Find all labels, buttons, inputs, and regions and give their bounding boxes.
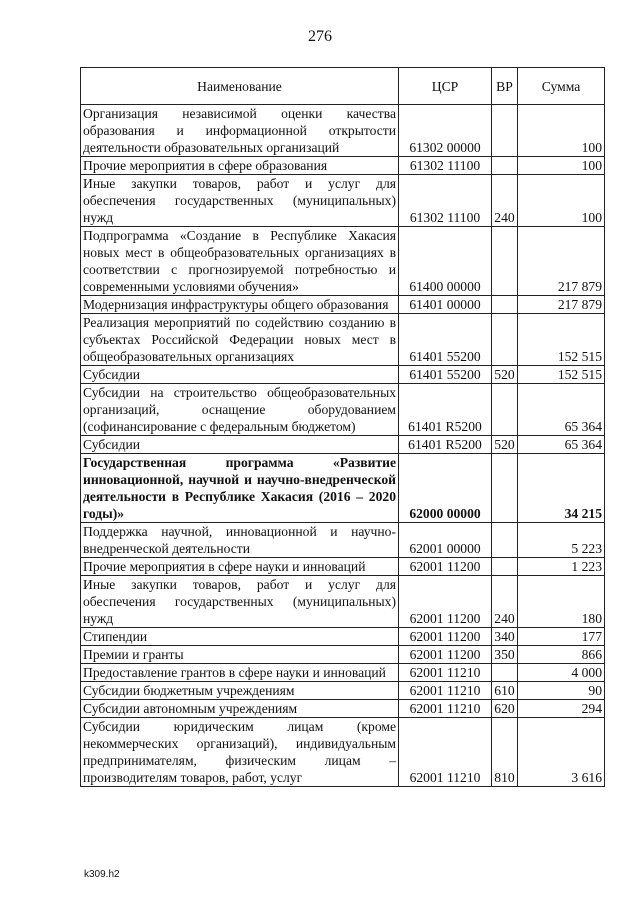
footer-document-code: k309.h2 bbox=[84, 869, 120, 880]
row-sum: 217 879 bbox=[518, 296, 605, 314]
row-sum: 5 223 bbox=[518, 523, 605, 558]
row-name: Субсидии юридическим лицам (кроме некоммерческих организаций), индивидуальным предпринимателям, физическим лицам – производителям товаров, работ, услуг bbox=[81, 718, 399, 787]
row-name: Иные закупки товаров, работ и услуг для обеспечения государственных (муниципальных) нужд bbox=[81, 576, 399, 628]
row-csr: 62001 11200 bbox=[399, 646, 492, 664]
row-csr: 62001 11200 bbox=[399, 558, 492, 576]
row-vr: 520 bbox=[492, 366, 518, 384]
row-vr: 350 bbox=[492, 646, 518, 664]
table-row bbox=[81, 454, 605, 523]
row-vr bbox=[492, 314, 518, 366]
row-vr: 240 bbox=[492, 175, 518, 227]
row-csr: 61302 11100 bbox=[399, 175, 492, 227]
row-vr: 810 bbox=[492, 718, 518, 787]
row-sum: 180 bbox=[518, 576, 605, 628]
table-header-row bbox=[81, 68, 605, 105]
row-vr bbox=[492, 157, 518, 175]
header-sum: Сумма bbox=[518, 68, 605, 105]
row-csr: 61302 11100 bbox=[399, 157, 492, 175]
row-csr: 61400 00000 bbox=[399, 227, 492, 296]
row-name: Государственная программа «Развитие инновационной, научной и научно-внедренческой деятельности в Республике Хакасия (2016 – 2020 годы)» bbox=[81, 454, 399, 523]
row-csr: 61401 55200 bbox=[399, 366, 492, 384]
row-csr: 61401 00000 bbox=[399, 296, 492, 314]
table-row bbox=[81, 175, 605, 227]
row-vr bbox=[492, 558, 518, 576]
row-vr bbox=[492, 296, 518, 314]
row-name: Субсидии bbox=[81, 366, 399, 384]
row-vr bbox=[492, 105, 518, 157]
table-row bbox=[81, 646, 605, 664]
row-sum: 65 364 bbox=[518, 384, 605, 436]
row-vr: 620 bbox=[492, 700, 518, 718]
row-csr: 62001 11200 bbox=[399, 628, 492, 646]
row-name: Организация независимой оценки качества образования и информационной открытости деятельности образовательных организаций bbox=[81, 105, 399, 157]
row-csr: 62001 11200 bbox=[399, 576, 492, 628]
row-sum: 1 223 bbox=[518, 558, 605, 576]
table-row bbox=[81, 700, 605, 718]
row-vr bbox=[492, 454, 518, 523]
row-sum: 100 bbox=[518, 105, 605, 157]
row-name: Субсидии bbox=[81, 436, 399, 454]
row-name: Предоставление грантов в сфере науки и инноваций bbox=[81, 664, 399, 682]
header-csr: ЦСР bbox=[399, 68, 492, 105]
row-csr: 61401 R5200 bbox=[399, 384, 492, 436]
row-name: Субсидии бюджетным учреждениям bbox=[81, 682, 399, 700]
row-sum: 90 bbox=[518, 682, 605, 700]
row-csr: 62001 11210 bbox=[399, 700, 492, 718]
table-row bbox=[81, 157, 605, 175]
table-row bbox=[81, 366, 605, 384]
row-csr: 62001 11210 bbox=[399, 682, 492, 700]
row-vr: 340 bbox=[492, 628, 518, 646]
header-name: Наименование bbox=[81, 68, 399, 105]
row-sum: 34 215 bbox=[518, 454, 605, 523]
row-name: Иные закупки товаров, работ и услуг для обеспечения государственных (муниципальных) нужд bbox=[81, 175, 399, 227]
row-name: Подпрограмма «Создание в Республике Хакасия новых мест в общеобразовательных организациях в соответствии с прогнозируемой потребностью и современными условиями обучения» bbox=[81, 227, 399, 296]
row-sum: 866 bbox=[518, 646, 605, 664]
row-csr: 61401 55200 bbox=[399, 314, 492, 366]
table-row bbox=[81, 227, 605, 296]
row-vr bbox=[492, 227, 518, 296]
table-row bbox=[81, 664, 605, 682]
table-row bbox=[81, 384, 605, 436]
row-csr: 62000 00000 bbox=[399, 454, 492, 523]
row-csr: 62001 11210 bbox=[399, 718, 492, 787]
row-name: Модернизация инфраструктуры общего образования bbox=[81, 296, 399, 314]
table-row bbox=[81, 105, 605, 157]
row-sum: 3 616 bbox=[518, 718, 605, 787]
row-csr: 62001 11210 bbox=[399, 664, 492, 682]
row-csr: 61302 00000 bbox=[399, 105, 492, 157]
row-sum: 217 879 bbox=[518, 227, 605, 296]
row-csr: 62001 00000 bbox=[399, 523, 492, 558]
row-name: Поддержка научной, инновационной и научно-внедренческой деятельности bbox=[81, 523, 399, 558]
row-name: Прочие мероприятия в сфере образования bbox=[81, 157, 399, 175]
row-name: Реализация мероприятий по содействию созданию в субъектах Российской Федерации новых мест в общеобразовательных организациях bbox=[81, 314, 399, 366]
row-vr: 520 bbox=[492, 436, 518, 454]
budget-table bbox=[80, 67, 605, 787]
table-row bbox=[81, 296, 605, 314]
row-sum: 100 bbox=[518, 175, 605, 227]
row-sum: 65 364 bbox=[518, 436, 605, 454]
row-vr: 240 bbox=[492, 576, 518, 628]
row-sum: 4 000 bbox=[518, 664, 605, 682]
row-vr bbox=[492, 523, 518, 558]
row-sum: 294 bbox=[518, 700, 605, 718]
row-name: Премии и гранты bbox=[81, 646, 399, 664]
row-sum: 152 515 bbox=[518, 314, 605, 366]
table-row bbox=[81, 682, 605, 700]
table-row bbox=[81, 523, 605, 558]
table-row bbox=[81, 436, 605, 454]
row-vr: 610 bbox=[492, 682, 518, 700]
table-row bbox=[81, 628, 605, 646]
row-name: Субсидии автономным учреждениям bbox=[81, 700, 399, 718]
table-row bbox=[81, 558, 605, 576]
row-csr: 61401 R5200 bbox=[399, 436, 492, 454]
row-name: Прочие мероприятия в сфере науки и инноваций bbox=[81, 558, 399, 576]
row-name: Стипендии bbox=[81, 628, 399, 646]
row-sum: 177 bbox=[518, 628, 605, 646]
row-vr bbox=[492, 384, 518, 436]
row-name: Субсидии на строительство общеобразовательных организаций, оснащение оборудованием (софинансирование с федеральным бюджетом) bbox=[81, 384, 399, 436]
row-sum: 100 bbox=[518, 157, 605, 175]
table-row bbox=[81, 576, 605, 628]
header-vr: ВР bbox=[492, 68, 518, 105]
row-sum: 152 515 bbox=[518, 366, 605, 384]
page-number: 276 bbox=[308, 28, 332, 45]
table-row bbox=[81, 718, 605, 787]
row-vr bbox=[492, 664, 518, 682]
table-row bbox=[81, 314, 605, 366]
